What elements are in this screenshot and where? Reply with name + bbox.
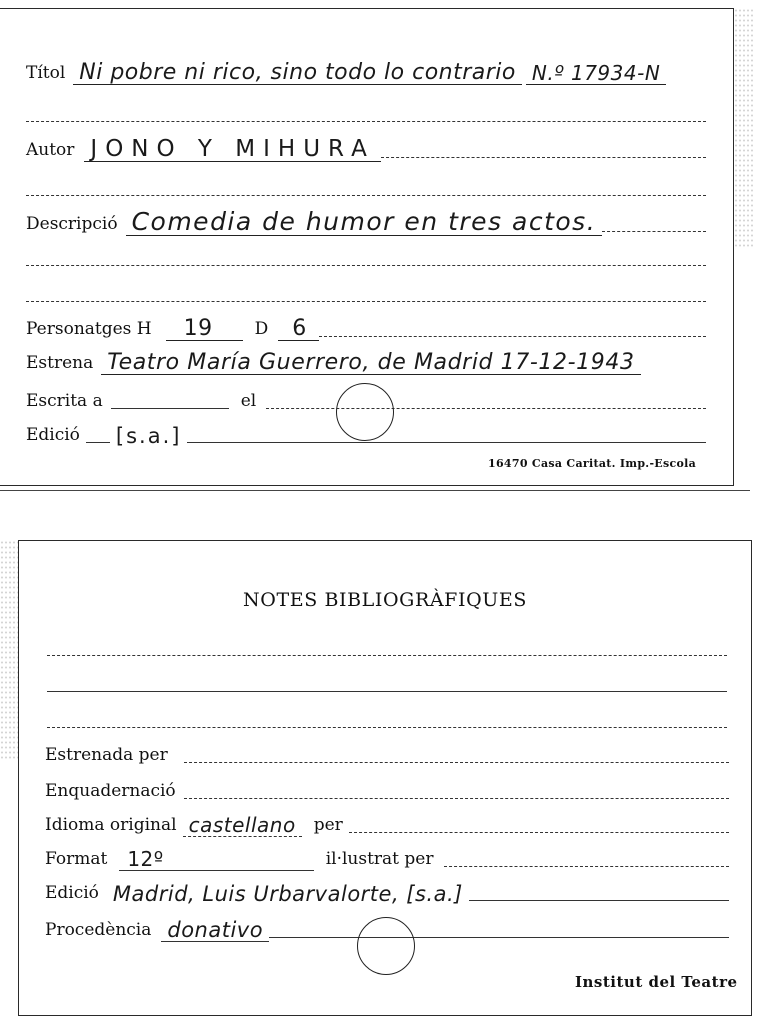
escrita-line xyxy=(111,407,229,409)
line-notes-1 xyxy=(47,655,727,656)
row-personatges xyxy=(26,317,706,341)
personatges-d-value: 6 xyxy=(278,317,319,341)
estrena-value: Teatro María Guerrero, de Madrid 17-12-1943 xyxy=(101,351,640,375)
row-titol xyxy=(26,61,716,85)
line-notes-3 xyxy=(47,727,727,728)
format-label: Format xyxy=(45,849,108,869)
scan-noise-right xyxy=(734,8,754,248)
descripcio-dots xyxy=(602,230,706,232)
row-estrenada xyxy=(45,745,729,767)
estrenada-dots xyxy=(184,761,729,763)
autor-label: Autor xyxy=(26,140,75,161)
edicio-line xyxy=(187,441,706,443)
punch-hole-front xyxy=(336,383,394,441)
autor-value: JONO Y MIHURA xyxy=(84,137,380,162)
format-value: 12º xyxy=(119,849,313,871)
edicio-back-value: Madrid, Luis Urbarvalorte, [s.a.] xyxy=(112,882,463,906)
escrita-label: Escrita a xyxy=(26,391,103,411)
scan-noise-left xyxy=(0,540,18,760)
edicio-back-line xyxy=(469,899,729,901)
personatges-dots xyxy=(319,335,706,337)
row-autor xyxy=(26,137,706,162)
institut-imprint: Institut del Teatre xyxy=(575,973,738,991)
printer-imprint: 16470 Casa Caritat. Imp.-Escola xyxy=(488,457,697,470)
line-notes-2 xyxy=(47,691,727,692)
idioma-per-label: per xyxy=(313,815,343,835)
line-descripcio-3 xyxy=(26,301,706,302)
procedencia-value: donativo xyxy=(161,919,269,942)
catalog-card-front xyxy=(0,8,734,486)
estrena-label: Estrena xyxy=(26,353,94,374)
line-descripcio-2 xyxy=(26,265,706,266)
line-autor-2 xyxy=(26,195,706,196)
number-value: N.º 17934-N xyxy=(526,63,666,85)
row-edicio-back xyxy=(45,883,729,905)
row-estrena xyxy=(26,351,738,375)
row-descripcio xyxy=(26,209,706,236)
descripcio-value: Comedia de humor en tres actos. xyxy=(126,209,603,236)
punch-hole-back xyxy=(357,917,415,975)
procedencia-label: Procedència xyxy=(45,920,152,941)
procedencia-line xyxy=(269,936,729,938)
el-dots xyxy=(266,407,706,409)
titol-value: Ni pobre ni rico, sino todo lo contrario xyxy=(73,61,522,85)
idioma-value: castellano xyxy=(183,815,302,837)
titol-label: Títol xyxy=(26,63,66,84)
line-titol-2 xyxy=(26,121,706,122)
notes-heading: NOTES BIBLIOGRÀFIQUES xyxy=(243,589,527,611)
personatges-label: Personatges H xyxy=(26,319,152,340)
estrenada-label: Estrenada per xyxy=(45,745,168,765)
idioma-dots xyxy=(349,831,729,833)
row-enquadernacio xyxy=(45,781,729,803)
personatges-h-value: 19 xyxy=(166,317,243,341)
edicio-line-pre xyxy=(86,441,110,443)
edicio-label: Edició xyxy=(26,425,80,446)
edicio-back-label: Edició xyxy=(45,883,99,904)
row-format xyxy=(45,849,729,871)
catalog-card-back xyxy=(18,540,752,1016)
illustrat-label: il·lustrat per xyxy=(325,849,434,869)
autor-dots xyxy=(381,156,706,158)
edicio-value: [s.a.] xyxy=(115,424,182,448)
idioma-label: Idioma original xyxy=(45,815,177,835)
descripcio-label: Descripció xyxy=(26,214,118,235)
personatges-d-label: D xyxy=(254,319,269,340)
illustrat-dots xyxy=(444,865,730,867)
enquadernacio-dots xyxy=(184,797,729,799)
divider-top xyxy=(0,490,750,491)
el-label: el xyxy=(240,391,257,411)
row-idioma xyxy=(45,815,729,837)
enquadernacio-label: Enquadernació xyxy=(45,781,176,801)
